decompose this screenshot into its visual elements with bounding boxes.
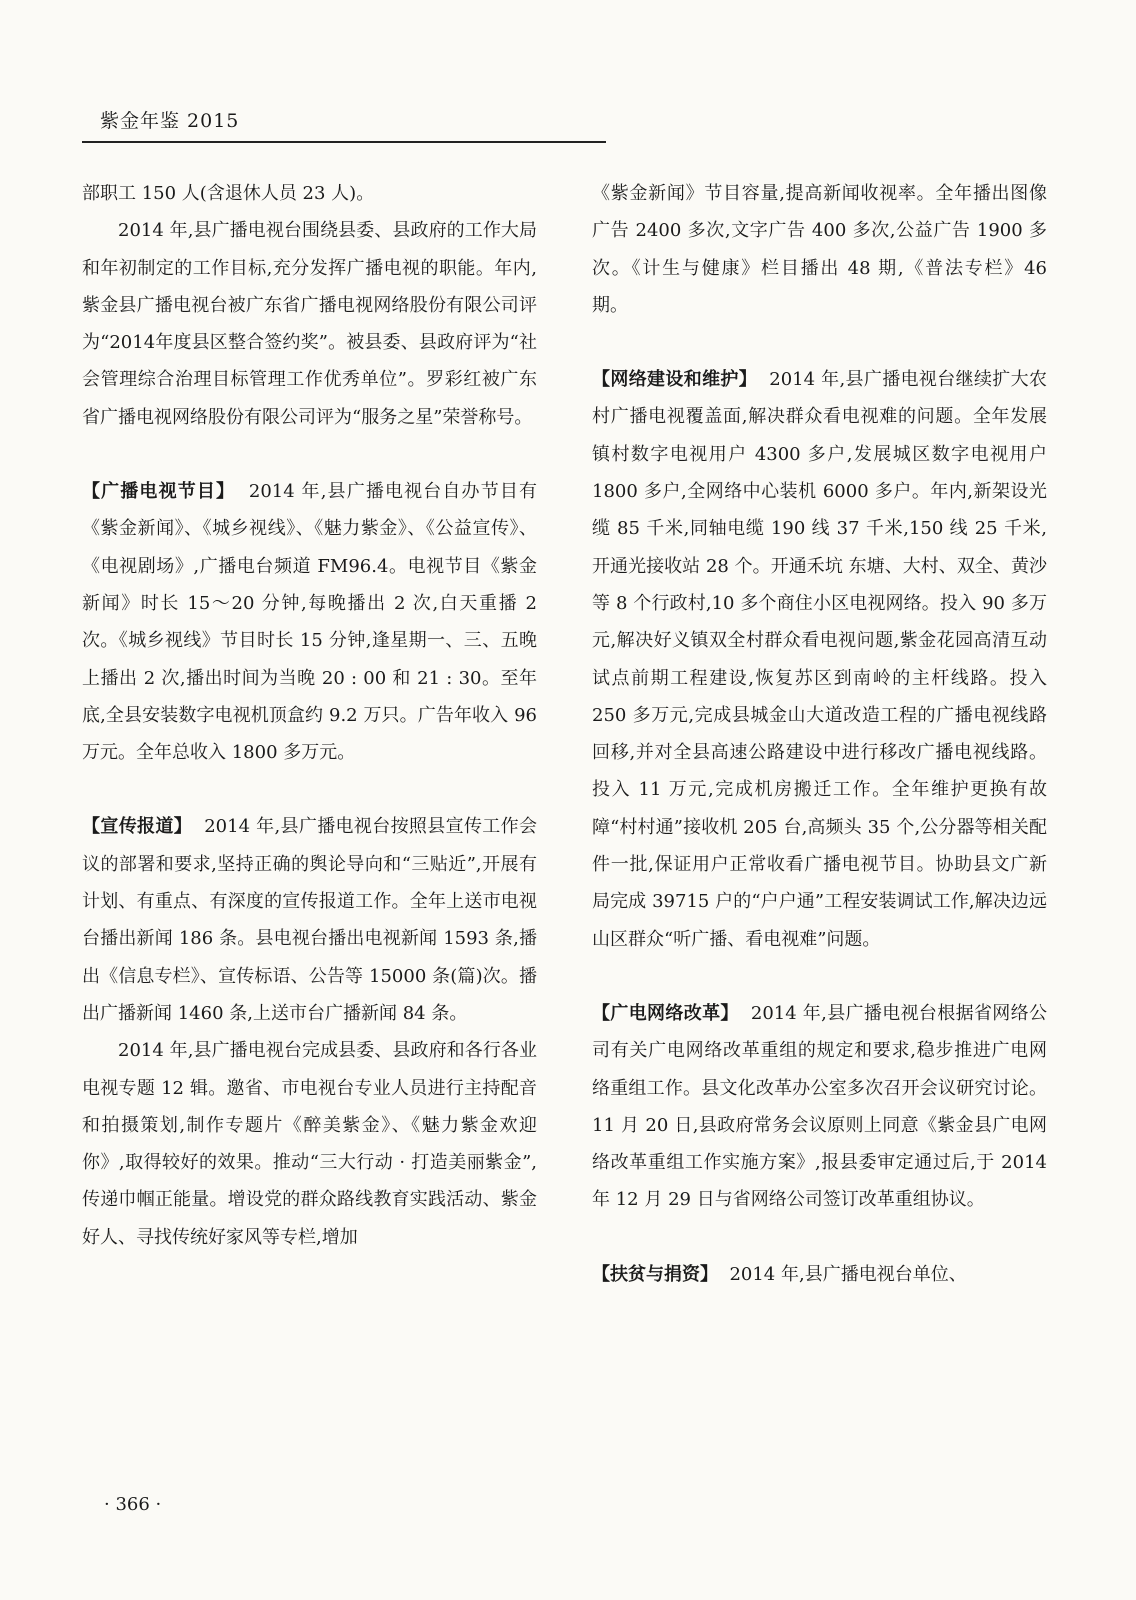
page-number: · 366 ·	[104, 1494, 162, 1515]
section-network-construction	[592, 361, 1047, 958]
section-heading: 【扶贫与捐资】	[592, 1263, 718, 1285]
running-header: 紫金年鉴 2015	[100, 110, 240, 132]
section-publicity	[82, 808, 537, 1032]
left-column	[82, 175, 537, 1256]
section-heading: 【广播电视节目】	[82, 481, 236, 503]
section-heading: 【广电网络改革】	[592, 1002, 739, 1024]
right-column	[592, 175, 1047, 1293]
section-text: 2014 年,县广播电视台根据省网络公司有关广电网络改革重组的规定和要求,稳步推进广电网络重组工作。县文化改革办公室多次召开会议研究讨论。11 月 20 日,县政府常务会议原则上同意《紫金县广电网络改革重组工作实施方案》,报县委审定通过后,于 2014 年 12 月 29 日与省网络公司签订改革重组协议。	[592, 1002, 1047, 1211]
paragraph: 《紫金新闻》节目容量,提高新闻收视率。全年播出图像广告 2400 多次,文字广告 400 多次,公益广告 1900 多次。《计生与健康》栏目播出 48 期,《普法专栏》46 期。	[592, 183, 1047, 316]
paragraph: 2014 年,县广播电视台围绕县委、县政府的工作大局和年初制定的工作目标,充分发挥广播电视的职能。年内,紫金县广播电视台被广东省广播电视网络股份有限公司评为“2014年度县区整合签约奖”。被县委、县政府评为“社会管理综合治理目标管理工作优秀单位”。罗彩红被广东省广播电视网络股份有限公司评为“服务之星”荣誉称号。	[82, 220, 537, 428]
section-network-reform	[592, 995, 1047, 1219]
section-text: 2014 年,县广播电视台自办节目有《紫金新闻》、《城乡视线》、《魅力紫金》、《公益宣传》、《电视剧场》,广播电台频道 FM96.4。电视节目《紫金新闻》时长 15～20 分钟,每晚播出 2 次,白天重播 2 次。《城乡视线》节目时长 15 分钟,逢星期一、三、五晚上播出 2 次,播出时间为当晚 20 : 00 和 21 : 30。至年底,全县安装数字电视机顶盒约 9.2 万只。广告年收入 96 万元。全年总收入 1800 多万元。	[82, 481, 537, 764]
section-text: 2014 年,县广播电视台单位、	[729, 1263, 967, 1285]
paragraph: 部职工 150 人(含退休人员 23 人)。	[82, 183, 375, 204]
section-heading: 【宣传报道】	[82, 816, 193, 838]
section-broadcast-programs	[82, 473, 537, 771]
section-text: 2014 年,县广播电视台继续扩大农村广播电视覆盖面,解决群众看电视难的问题。全年发展镇村数字电视用户 4300 多户,发展城区数字电视用户 1800 多户,全网络中心装机 6000 多户。年内,新架设光缆 85 千米,同轴电缆 190 线 37 千米,150 线 25 千米,开通光接收站 28 个。开通禾坑 东塘、大村、双全、黄沙等 8 个行政村,10 多个商住小区电视网络。投入 90 多万元,解决好义镇双全村群众看电视问题,紫金花园高清互动试点前期工程建设,恢复苏区到南岭的主杆线路。投入 250 多万元,完成县城金山大道改造工程的广播电视线路回移,并对全县高速公路建设中进行移改广播电视线路。投入 11 万元,完成机房搬迁工作。全年维护更换有故障“村村通”接收机 205 台,高频头 35 个,公分器等相关配件一批,保证用户正常收看广播电视节目。协助县文广新局完成 39715 户的“户户通”工程安装调试工作,解决边远山区群众“听广播、看电视难”问题。	[592, 369, 1047, 950]
paragraph: 2014 年,县广播电视台完成县委、县政府和各行各业电视专题 12 辑。邀省、市电视台专业人员进行主持配音和拍摄策划,制作专题片《醉美紫金》、《魅力紫金欢迎你》,取得较好的效果。推动“三大行动 · 打造美丽紫金”,传递巾帼正能量。增设党的群众路线教育实践活动、紫金好人、寻找传统好家风等专栏,增加	[82, 1040, 537, 1248]
section-text: 2014 年,县广播电视台按照县宣传工作会议的部署和要求,坚持正确的舆论导向和“三贴近”,开展有计划、有重点、有深度的宣传报道工作。全年上送市电视台播出新闻 186 条。县电视台播出电视新闻 1593 条,播出《信息专栏》、宣传标语、公告等 15000 条(篇)次。播出广播新闻 1460 条,上送市台广播新闻 84 条。	[82, 816, 537, 1024]
header-rule	[82, 141, 606, 143]
section-heading: 【网络建设和维护】	[592, 369, 758, 391]
section-poverty-relief	[592, 1256, 1047, 1293]
